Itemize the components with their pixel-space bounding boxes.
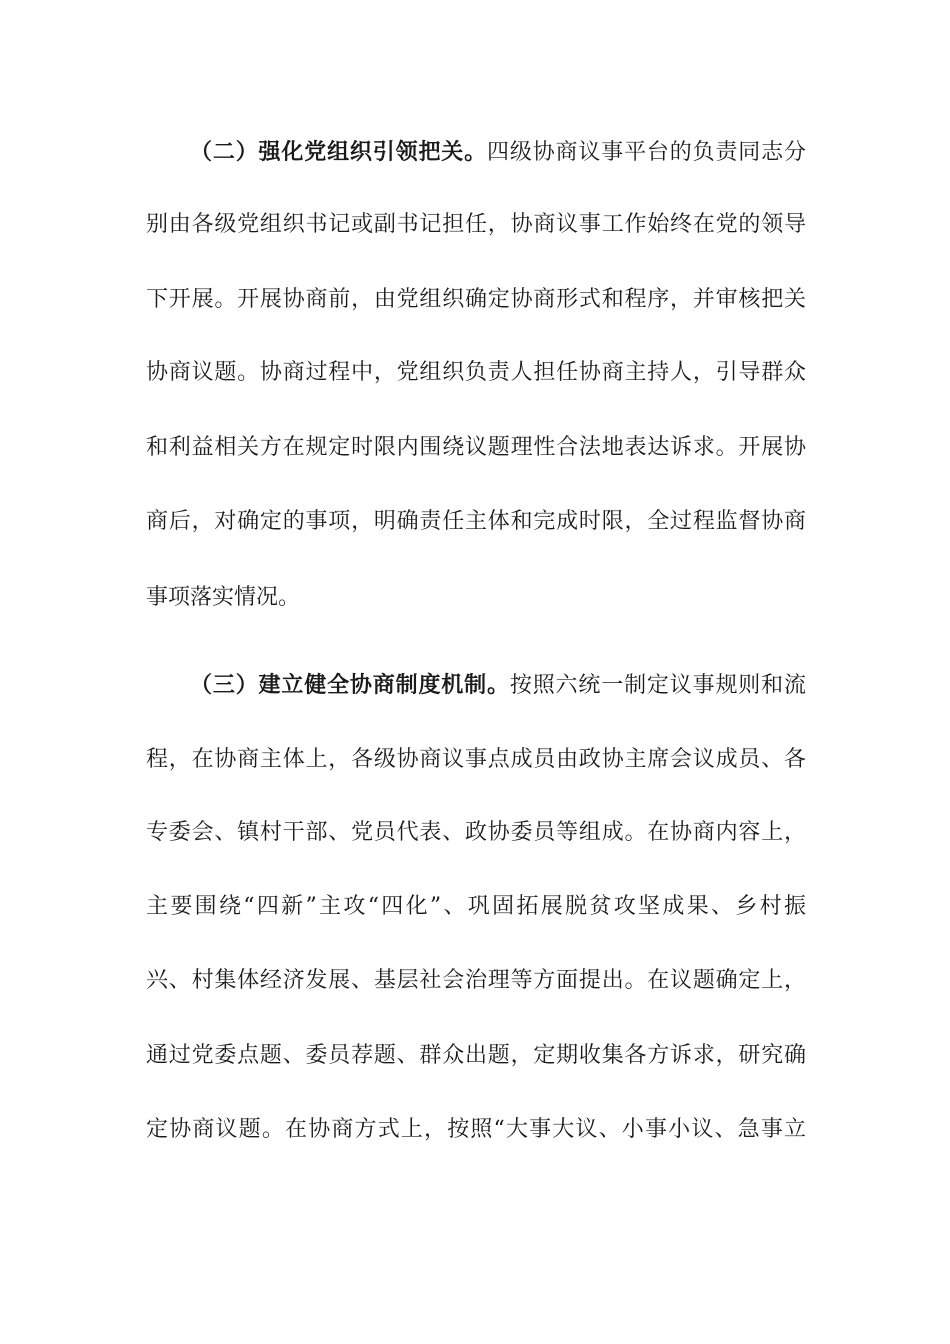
paragraph-line — [190, 138, 806, 168]
paragraph-line: 协商议题。协商过程中，党组织负责人担任协商主持人，引导群众 — [146, 360, 806, 385]
paragraph-line: 别由各级党组织书记或副书记担任，协商议事工作始终在党的领导 — [146, 212, 806, 237]
paragraph-text: 按照六统一制定议事规则和流 — [509, 673, 806, 698]
paragraph-line: 程，在协商主体上，各级协商议事点成员由政协主席会议成员、各 — [146, 747, 806, 772]
paragraph-line: 通过党委点题、委员荐题、群众出题，定期收集各方诉求，研究确 — [146, 1043, 806, 1068]
paragraph-line: 主要围绕“四新”主攻“四化”、巩固拓展脱贫攻坚成果、乡村振 — [146, 894, 806, 919]
paragraph-line: 专委会、镇村干部、党员代表、政协委员等组成。在协商内容上， — [146, 820, 806, 845]
paragraph-line: 定协商议题。在协商方式上，按照“大事大议、小事小议、急事立 — [146, 1117, 806, 1142]
paragraph-line: 商后，对确定的事项，明确责任主体和完成时限，全过程监督协商 — [146, 509, 806, 534]
paragraph-line: 兴、村集体经济发展、基层社会治理等方面提出。在议题确定上， — [146, 968, 806, 993]
section-heading: （三）建立健全协商制度机制。 — [190, 673, 510, 698]
paragraph-line: 事项落实情况。 — [146, 585, 301, 610]
paragraph-line — [190, 671, 806, 701]
paragraph-line: 和利益相关方在规定时限内围绕议题理性合法地表达诉求。开展协 — [146, 435, 806, 460]
section-heading: （二）强化党组织引领把关。 — [190, 140, 487, 165]
paragraph-text: 四级协商议事平台的负责同志分 — [487, 140, 806, 165]
paragraph-line: 下开展。开展协商前，由党组织确定协商形式和程序，并审核把关 — [146, 287, 806, 312]
